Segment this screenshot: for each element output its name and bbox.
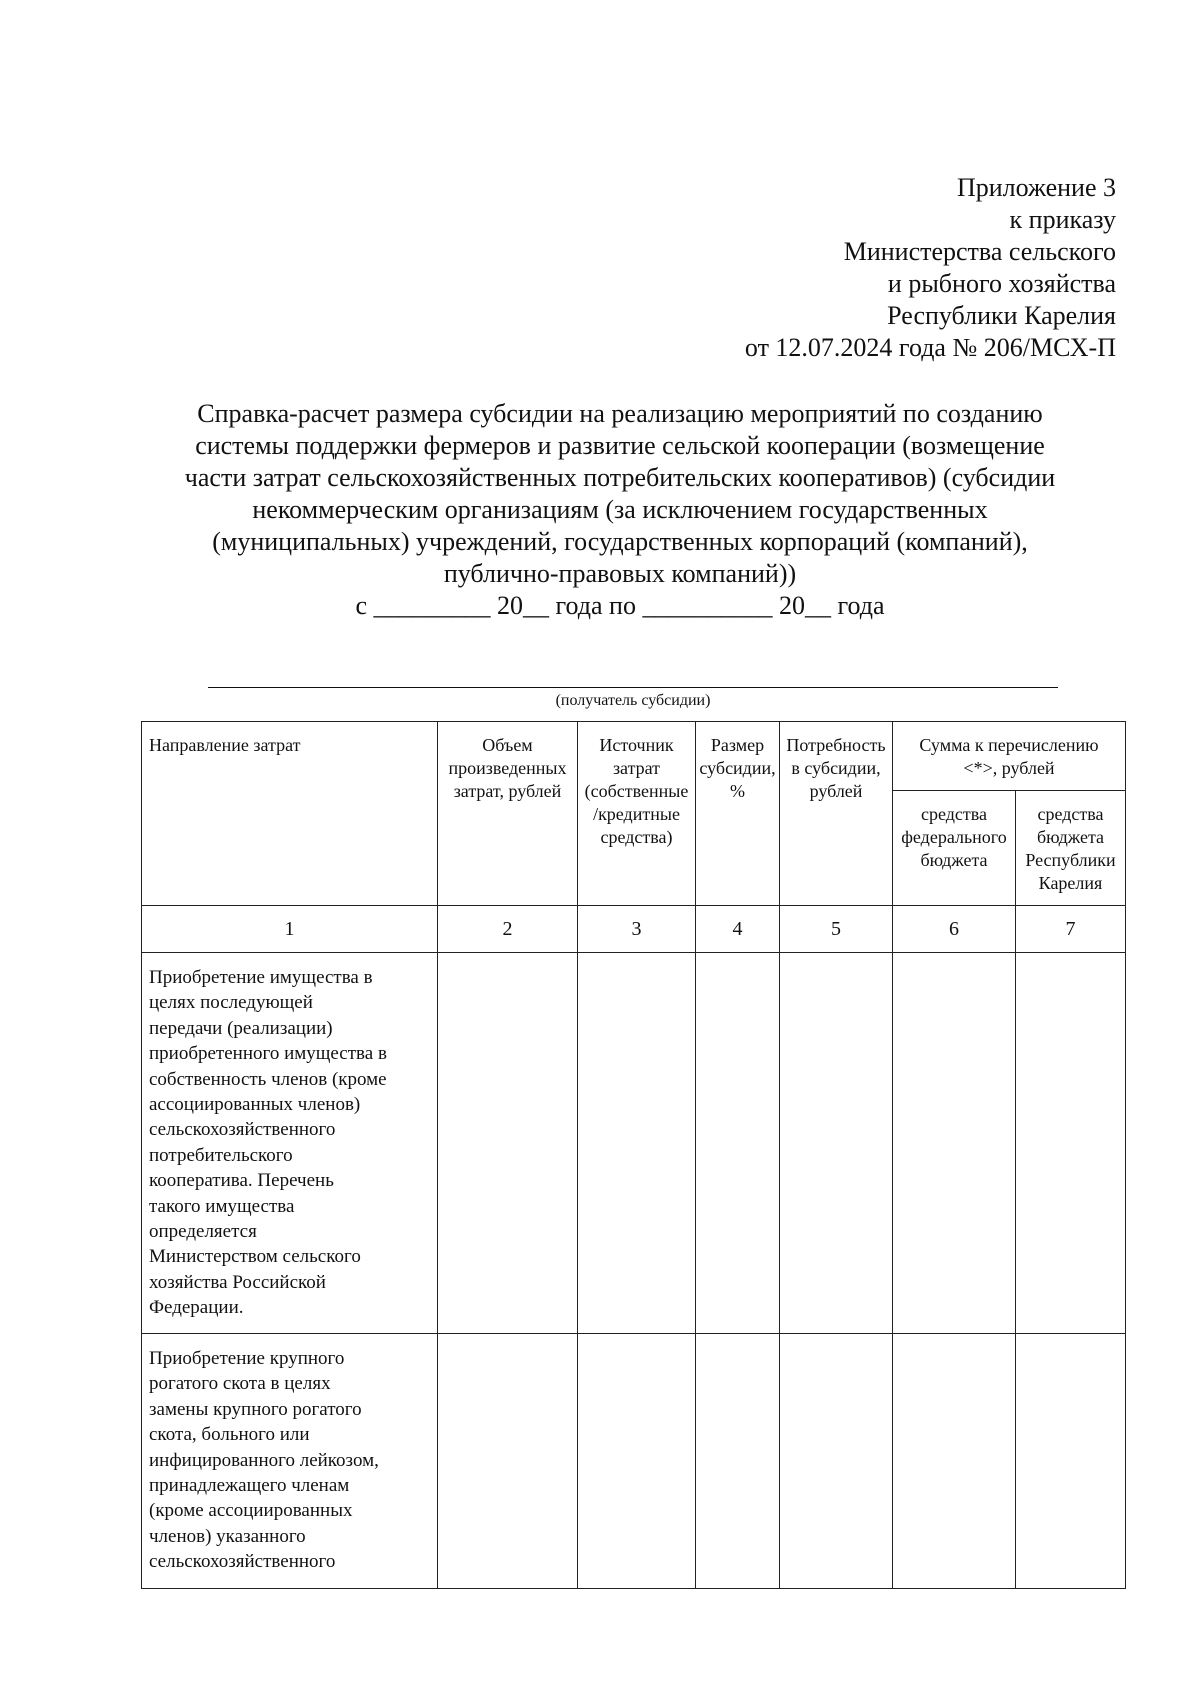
direction-line: Федерации. xyxy=(149,1297,244,1319)
direction-line: принадлежащего членам xyxy=(149,1475,350,1497)
appendix-line: к приказу xyxy=(1009,205,1116,234)
column-number: 1 xyxy=(142,906,438,953)
direction-line: такого имущества xyxy=(149,1195,295,1217)
value-cell[interactable] xyxy=(696,1334,780,1589)
column-number-row xyxy=(142,906,1126,953)
header-need xyxy=(780,722,893,906)
header-line: /кредитные xyxy=(593,804,680,824)
header-regional xyxy=(1016,791,1126,906)
table-row xyxy=(142,953,1126,1334)
header-line: средства xyxy=(1037,804,1104,824)
subsidy-calculation-table xyxy=(141,721,1126,1589)
direction-line: ассоциированных членов) xyxy=(149,1094,361,1116)
header-line: средства) xyxy=(600,827,673,847)
header-transfer xyxy=(893,722,1126,791)
header-line: Республики xyxy=(1025,850,1116,870)
appendix-line: Министерства сельского xyxy=(843,237,1116,266)
direction-line: Приобретение крупного xyxy=(149,1348,345,1369)
direction-line: приобретенного имущества в xyxy=(149,1043,387,1065)
value-cell[interactable] xyxy=(578,1334,696,1589)
header-line: субсидии, xyxy=(699,758,776,778)
appendix-line: от 12.07.2024 года № 206/МСХ-П xyxy=(744,333,1116,362)
title-line: публично-правовых компаний)) xyxy=(443,559,797,588)
value-cell[interactable] xyxy=(780,953,893,1334)
column-number: 5 xyxy=(780,906,893,953)
appendix-line: Приложение 3 xyxy=(956,173,1116,202)
column-number: 4 xyxy=(696,906,780,953)
direction-cell xyxy=(142,1334,438,1589)
header-line: % xyxy=(730,781,745,801)
direction-line: целях последующей xyxy=(149,992,313,1014)
header-line: в субсидии, xyxy=(791,758,881,778)
direction-cell xyxy=(142,953,438,1334)
header-line: Потребность xyxy=(786,735,886,755)
header-line: <*>, рублей xyxy=(963,758,1055,778)
value-cell[interactable] xyxy=(893,1334,1016,1589)
direction-line: Министерством сельского xyxy=(149,1246,361,1268)
direction-line: рогатого скота в целях xyxy=(149,1373,331,1395)
header-line: Объем xyxy=(482,735,533,755)
recipient-caption: (получатель субсидии) xyxy=(555,692,711,709)
appendix-line: и рыбного хозяйства xyxy=(887,269,1116,298)
direction-line: Приобретение имущества в xyxy=(149,967,373,988)
header-line: Карелия xyxy=(1038,873,1103,893)
column-number: 2 xyxy=(438,906,578,953)
direction-line: сельскохозяйственного xyxy=(149,1119,336,1141)
value-cell[interactable] xyxy=(780,1334,893,1589)
title-line: части затрат сельскохозяйственных потребительских кооперативов) (субсидии xyxy=(184,463,1056,492)
header-line: (собственные xyxy=(584,781,689,801)
appendix-header xyxy=(745,172,1116,364)
title-line: системы поддержки фермеров и развитие сельской кооперации (возмещение xyxy=(195,431,1045,460)
value-cell[interactable] xyxy=(893,953,1016,1334)
appendix-line: Республики Карелия xyxy=(887,301,1116,330)
header-line: средства xyxy=(920,804,987,824)
title-line: (муниципальных) учреждений, государственных корпораций (компаний), xyxy=(212,527,1028,556)
direction-line: собственность членов (кроме xyxy=(149,1068,387,1090)
title-line: некоммерческим организациям (за исключением государственных xyxy=(252,495,988,524)
header-line: произведенных xyxy=(448,758,567,778)
direction-line: кооператива. Перечень xyxy=(149,1170,334,1192)
direction-line: определяется xyxy=(149,1221,257,1243)
document-title xyxy=(100,398,1140,622)
period-line: с _________ 20__ года по __________ 20__ года xyxy=(355,591,885,620)
direction-line: инфицированного лейкозом, xyxy=(149,1449,379,1471)
value-cell[interactable] xyxy=(438,953,578,1334)
direction-line: сельскохозяйственного xyxy=(149,1551,336,1573)
direction-line: скота, больного или xyxy=(149,1424,310,1446)
header-source xyxy=(578,722,696,906)
direction-line: (кроме ассоциированных xyxy=(149,1500,353,1522)
header-line: бюджета xyxy=(1036,827,1105,847)
direction-line: замены крупного рогатого xyxy=(149,1398,362,1420)
header-line: федерального xyxy=(901,827,1007,847)
header-line: затрат, рублей xyxy=(453,781,562,801)
value-cell[interactable] xyxy=(438,1334,578,1589)
direction-line: передачи (реализации) xyxy=(149,1017,333,1039)
header-rate xyxy=(696,722,780,906)
header-federal xyxy=(893,791,1016,906)
header-line: затрат xyxy=(612,758,661,778)
direction-line: хозяйства Российской xyxy=(149,1271,326,1293)
header-line: рублей xyxy=(809,781,863,801)
column-number: 7 xyxy=(1016,906,1126,953)
column-number: 3 xyxy=(578,906,696,953)
header-volume xyxy=(438,722,578,906)
header-direction: Направление затрат xyxy=(142,722,438,906)
value-cell[interactable] xyxy=(578,953,696,1334)
column-number: 6 xyxy=(893,906,1016,953)
header-line: бюджета xyxy=(920,850,988,870)
header-line: Сумма к перечислению xyxy=(919,735,1099,755)
direction-line: членов) указанного xyxy=(149,1525,306,1547)
direction-line: потребительского xyxy=(149,1144,293,1166)
value-cell[interactable] xyxy=(1016,1334,1126,1589)
value-cell[interactable] xyxy=(696,953,780,1334)
title-line: Справка-расчет размера субсидии на реализацию мероприятий по созданию xyxy=(197,399,1043,428)
recipient-underline xyxy=(208,687,1058,688)
header-line: Источник xyxy=(599,735,674,755)
value-cell[interactable] xyxy=(1016,953,1126,1334)
table-row xyxy=(142,1334,1126,1589)
header-line: Размер xyxy=(710,735,765,755)
